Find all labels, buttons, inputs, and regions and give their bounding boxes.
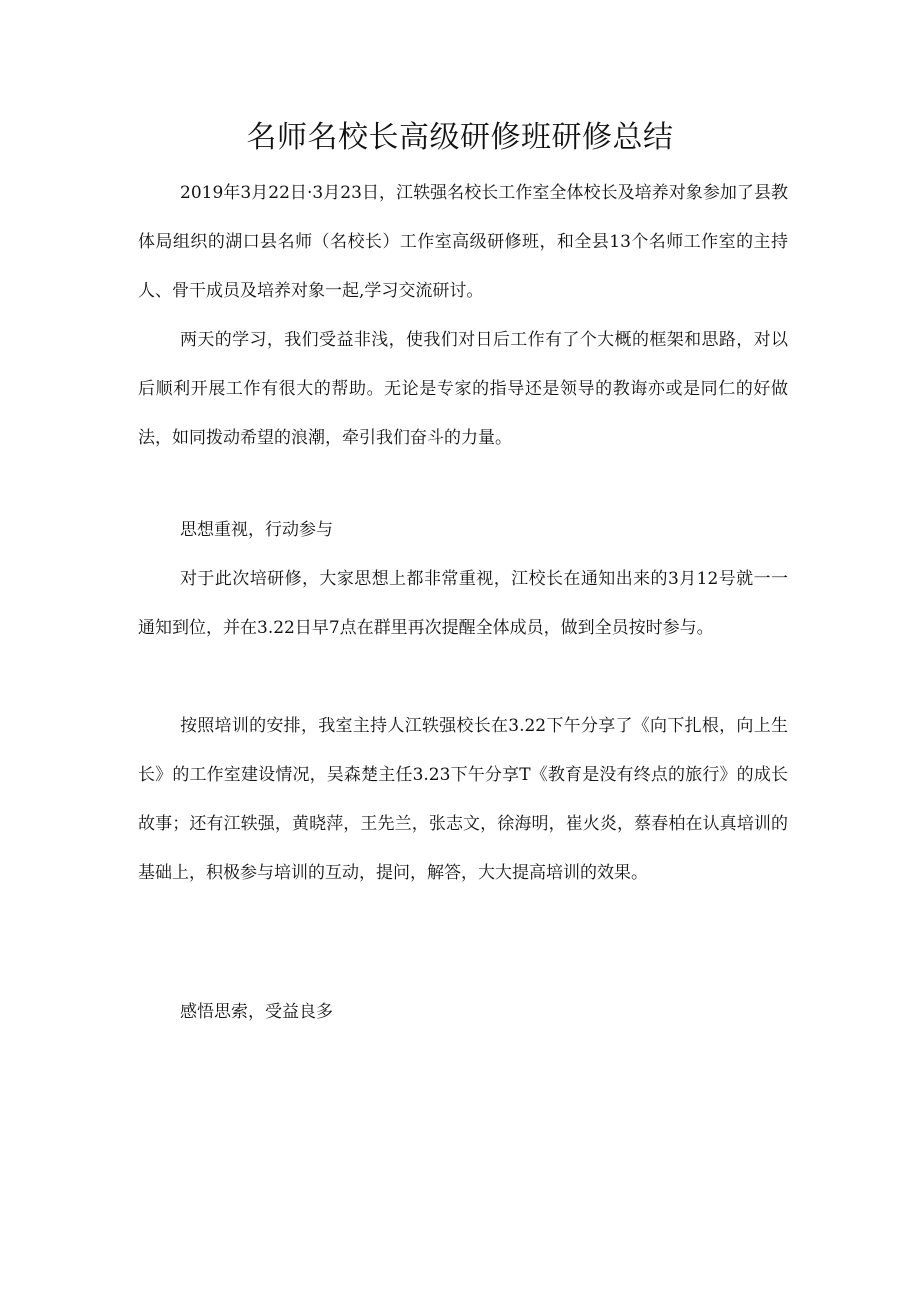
section1-paragraph-2: 按照培训的安排，我室主持人江轶强校长在3.22下午分享了《向下扎根，向上生长》的工作室建设情况，吴森楚主任3.23下午分享T《教育是没有终点的旅行》的成长故事；还有江轶强，黄晓萍，王先兰，张志文，徐海明，崔火炎，蔡春柏在认真培训的基础上，积极参与培训的互动，提问，解答，大大提高培训的效果。 (138, 716, 788, 883)
section-heading-1: 思想重视，行动参与 (180, 520, 333, 540)
document-title: 名师名校长高级研修班研修总结 (246, 120, 674, 155)
intro-paragraph-2: 两天的学习，我们受益非浅，使我们对日后工作有了个大概的框架和思路，对以后顺利开展工作有很大的帮助。无论是专家的指导还是领导的教诲亦或是同仁的好做法，如同拨动希望的浪潮，牵引我们奋斗的力量。 (138, 330, 788, 448)
intro-paragraph-1: 2019年3月22日·3月23日，江轶强名校长工作室全体校长及培养对象参加了县教体局组织的湖口县名师（名校长）工作室高级研修班，和全县13个名师工作室的主持人、骨干成员及培养对象一起,学习交流研讨。 (138, 183, 788, 301)
section1-paragraph-1: 对于此次培研修，大家思想上都非常重视，江校长在通知出来的3月12号就一一通知到位，并在3.22日早7点在群里再次提醒全体成员，做到全员按时参与。 (138, 569, 788, 638)
section-heading-2: 感悟思索，受益良多 (180, 1002, 333, 1022)
